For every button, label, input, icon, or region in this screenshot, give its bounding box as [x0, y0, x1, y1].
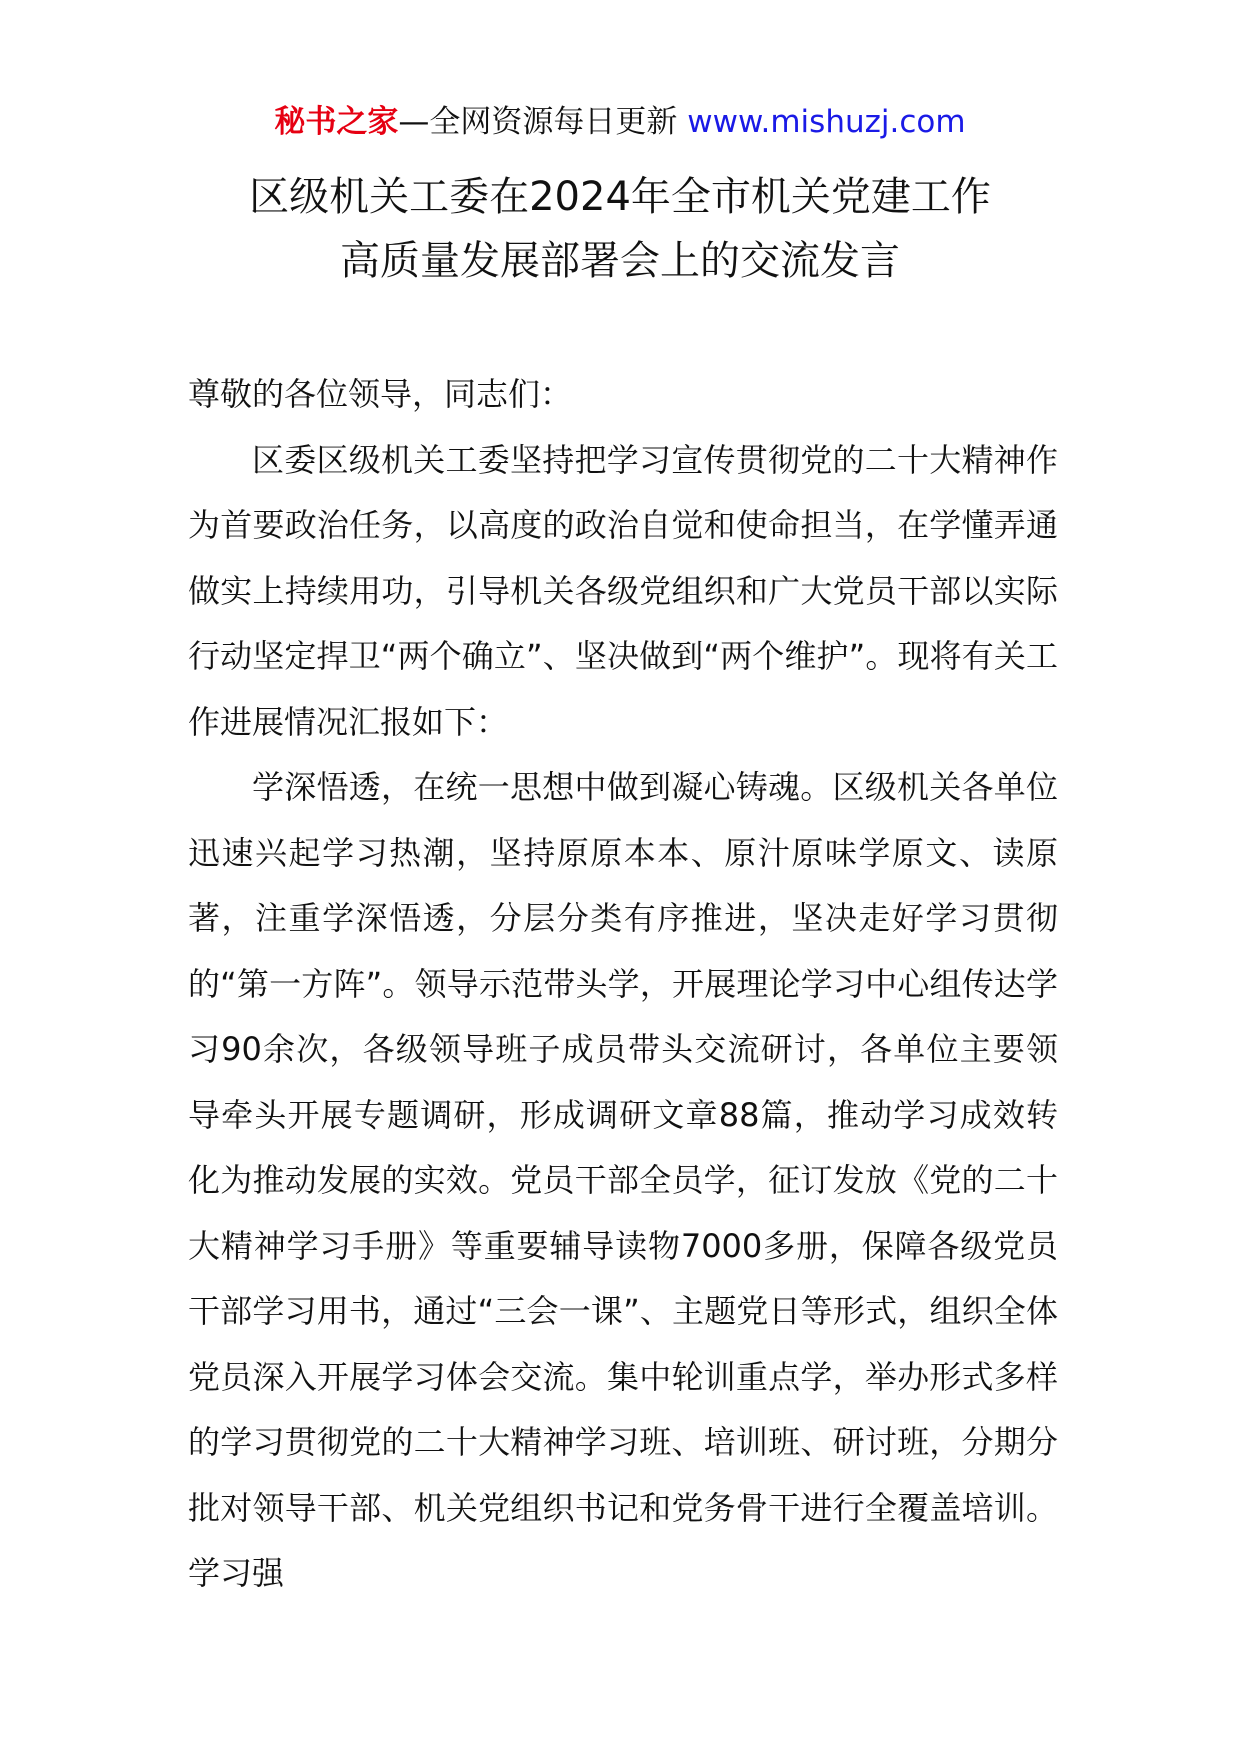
header-tagline: —全网资源每日更新 — [398, 104, 678, 140]
salutation: 尊敬的各位领导，同志们： — [188, 375, 573, 413]
title-line-2: 高质量发展部署会上的交流发言 — [340, 238, 900, 284]
site-header — [0, 100, 1240, 144]
title-line-1: 区级机关工委在2024年全市机关党建工作 — [249, 174, 991, 220]
document-title — [0, 165, 1240, 293]
document-body — [188, 362, 1058, 1607]
site-url-link[interactable]: www.mishuzj.com — [687, 104, 966, 140]
paragraph-study: 学深悟透，在统一思想中做到凝心铸魂。区级机关各单位迅速兴起学习热潮，坚持原原本本、原汁原味学原文、读原著，注重学深悟透，分层分类有序推进，坚决走好学习贯彻的“第一方阵”。领导示范带头学，开展理论学习中心组传达学习90余次，各级领导班子成员带头交流研讨，各单位主要领导牵头开展专题调研，形成调研文章88篇，推动学习成效转化为推动发展的实效。党员干部全员学，征订发放《党的二十大精神学习手册》等重要辅导读物7000多册，保障各级党员干部学习用书，通过“三会一课”、主题党日等形式，组织全体党员深入开展学习体会交流。集中轮训重点学，举办形式多样的学习贯彻党的二十大精神学习班、培训班、研讨班，分期分批对领导干部、机关党组织书记和党务骨干进行全覆盖培训。学习强 — [188, 768, 1058, 1592]
brand-name: 秘书之家 — [274, 104, 399, 140]
paragraph-intro: 区委区级机关工委坚持把学习宣传贯彻党的二十大精神作为首要政治任务，以高度的政治自觉和使命担当，在学懂弄通做实上持续用功，引导机关各级党组织和广大党员干部以实际行动坚定捍卫“两个确立”、坚决做到“两个维护”。现将有关工作进展情况汇报如下： — [188, 440, 1058, 741]
